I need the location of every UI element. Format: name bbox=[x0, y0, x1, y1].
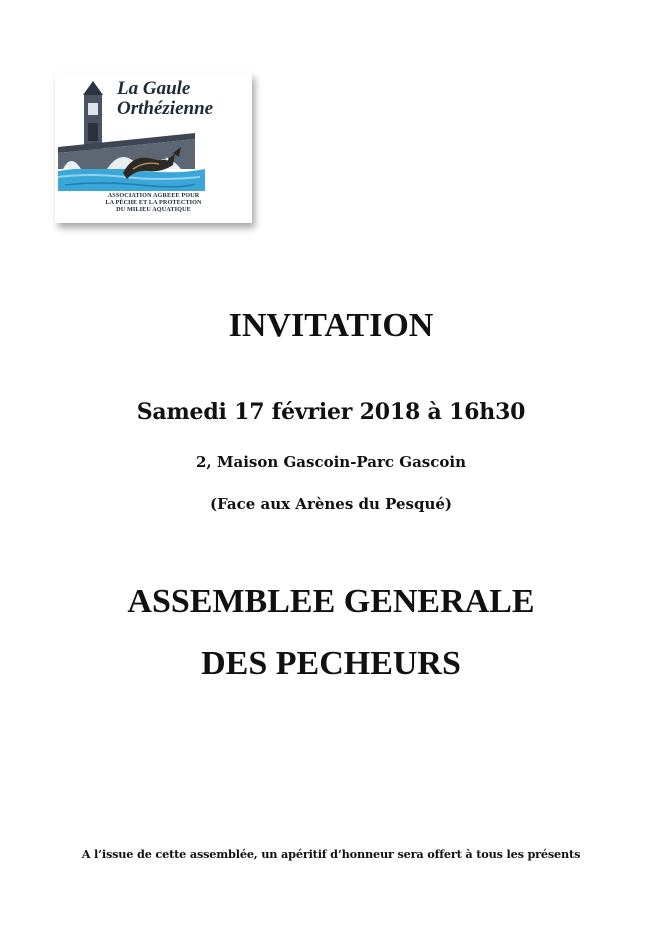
event-date: Samedi 17 février 2018 à 16h30 bbox=[136, 399, 526, 425]
logo-title-line2: Orthézienne bbox=[117, 98, 214, 119]
event-title-line2: DES PECHEURS bbox=[201, 645, 461, 682]
logo-subtitle-line3: DU MILIEU AQUATIQUE bbox=[116, 206, 191, 214]
event-location-note: (Face aux Arènes du Pesqué) bbox=[209, 495, 453, 513]
footer-note: A l’issue de cette assemblée, un apéritif d’honneur sera offert à tous les présents bbox=[81, 847, 581, 861]
logo-title bbox=[117, 79, 213, 119]
event-title-line1: ASSEMBLEE GENERALE bbox=[127, 583, 535, 620]
logo-subtitle bbox=[55, 192, 252, 214]
association-logo bbox=[55, 73, 252, 223]
event-address: 2, Maison Gascoin-Parc Gascoin bbox=[196, 453, 466, 471]
logo-title-line1: La Gaule bbox=[117, 78, 191, 99]
invitation-heading: INVITATION bbox=[228, 307, 434, 344]
logo-subtitle-line2: LA PÊCHE ET LA PROTECTION bbox=[105, 199, 202, 207]
logo-subtitle-line1: ASSOCIATION AGREEE POUR bbox=[107, 192, 200, 199]
